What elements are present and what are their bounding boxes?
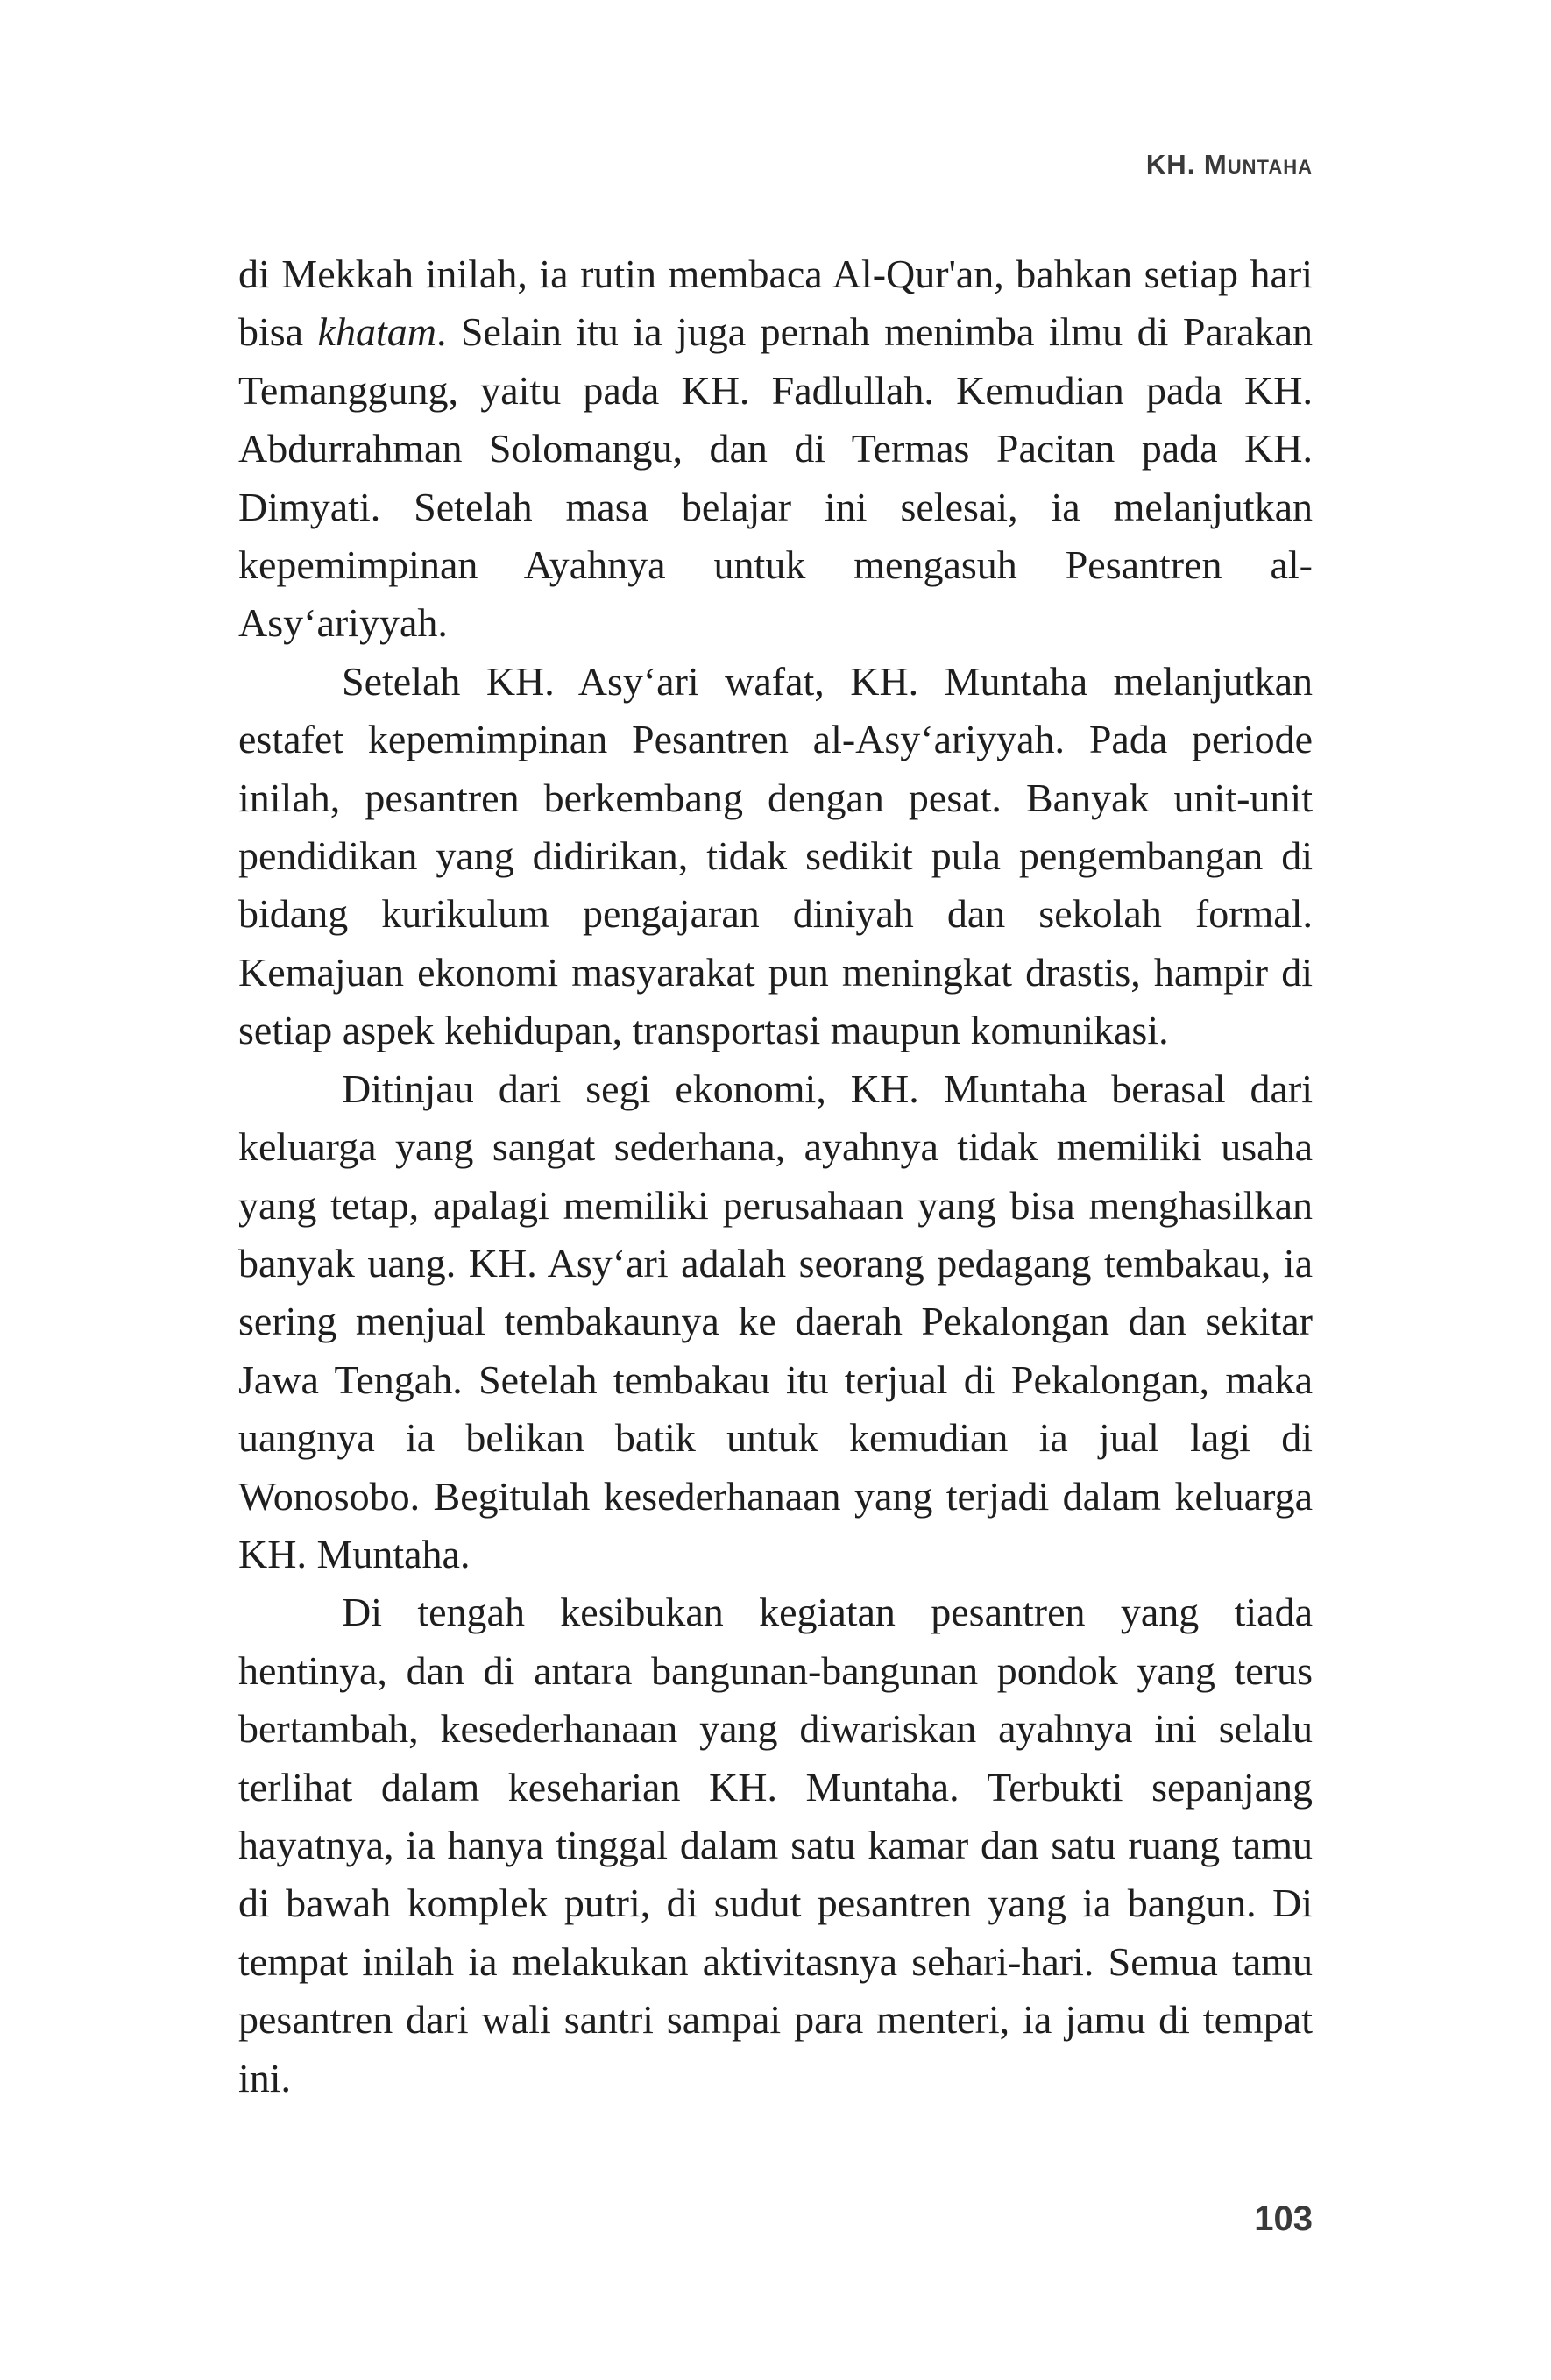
paragraph-1-rest: . Selain itu ia juga pernah menimba ilmu di Parakan Temanggung, yaitu pada KH. Fadlullah. Kemudian pada KH. Abdurrahman Solomangu, dan di Termas Pacitan pada KH. Dimyati. Setelah masa belajar ini selesai, ia melanjutkan kepemimpinan Ayahnya untuk mengasuh Pesantren al-Asy‘ariyyah. bbox=[238, 309, 1313, 646]
body-text bbox=[238, 245, 1313, 2107]
page-number: 103 bbox=[1254, 2199, 1313, 2238]
paragraph-1-start: di Mekkah inilah, ia rutin membaca Al-Qur'an, bahkan setiap hari bisa bbox=[238, 251, 1313, 355]
paragraph-2: Setelah KH. Asy‘ari wafat, KH. Muntaha melanjutkan estafet kepemimpinan Pesantren al-Asy‘ariyyah. Pada periode inilah, pesantren berkembang dengan pesat. Banyak unit-unit pendidikan yang didirikan, tidak sedikit pula pengembangan di bidang kurikulum pengajaran diniyah dan sekolah formal. Kemajuan ekonomi masyarakat pun meningkat drastis, hampir di setiap aspek kehidupan, transportasi maupun komunikasi. bbox=[238, 658, 1313, 1053]
paragraph-3: Ditinjau dari segi ekonomi, KH. Muntaha berasal dari keluarga yang sangat sederhana, ayahnya tidak memiliki usaha yang tetap, apalagi memiliki perusahaan yang bisa menghasilkan banyak uang. KH. Asy‘ari adalah seorang pedagang tembakau, ia sering menjual tembakaunya ke daerah Pekalongan dan sekitar Jawa Tengah. Setelah tembakau itu terjual di Pekalongan, maka uangnya ia belikan batik untuk kemudian ia jual lagi di Wonosobo. Begitulah kesederhanaan yang terjadi dalam keluarga KH. Muntaha. bbox=[238, 1066, 1313, 1576]
italic-term: khatam bbox=[317, 309, 436, 355]
paragraph-1 bbox=[238, 245, 1313, 653]
paragraph-4: Di tengah kesibukan kegiatan pesantren yang tiada hentinya, dan di antara bangunan-bangunan pondok yang terus bertambah, kesederhanaan yang diwariskan ayahnya ini selalu terlihat dalam keseharian KH. Muntaha. Terbukti sepanjang hayatnya, ia hanya tinggal dalam satu kamar dan satu ruang tamu di bawah komplek putri, di sudut pesantren yang ia bangun. Di tempat inilah ia melakukan aktivitasnya sehari-hari. Semua tamu pesantren dari wali santri sampai para menteri, ia jamu di tempat ini. bbox=[238, 1590, 1313, 2100]
running-head: KH. Muntaha bbox=[1145, 149, 1313, 180]
